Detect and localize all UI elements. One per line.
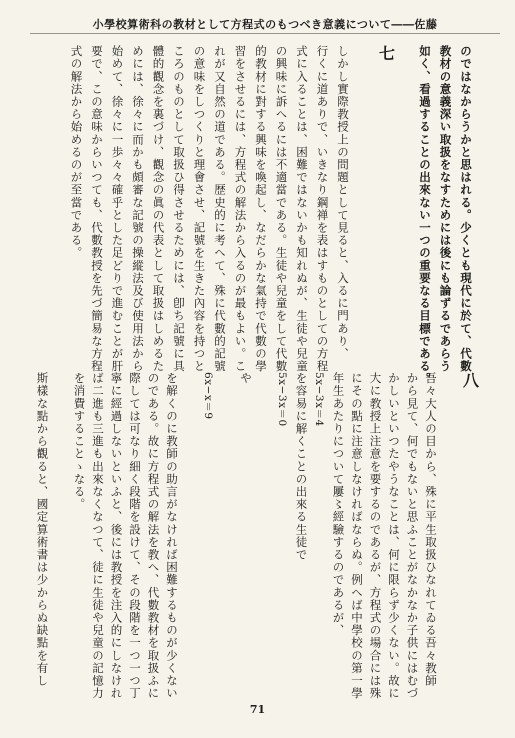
text-column: 際しては可なり細く段階を設けて、その段階を一つ一つ丁 bbox=[128, 372, 142, 700]
text-column: 體的觀念を裏づけ、觀念の眞の代表として取扱はしめるた bbox=[151, 45, 166, 373]
text-column: を消費することゝなる。 bbox=[72, 372, 87, 511]
text-column: 年生あたりについて屢〻經驗するのであるが、 bbox=[331, 372, 346, 637]
text-column: 要で、この意味からいつても、代數教授を先づ簡易な方程 bbox=[90, 45, 104, 373]
text-column: ば二進も三進も出來なくなつて、徒に生徒や兒童の記憶力 bbox=[91, 372, 105, 700]
text-column: 教材の意義深い取扱をなすためには後にも論ずるであらう bbox=[438, 45, 453, 373]
text-column: めには、徐々に而かも頗審な記號の操縱法及び使用法から bbox=[131, 45, 145, 373]
text-column: のではなからうかと思はれる。少くとも現代に於て、代數 bbox=[459, 45, 473, 373]
text-column: かしいといつたやうなことは、何に限らず少くない。故に bbox=[387, 372, 401, 700]
text-column: れが又自然の道である。歴史的に考へて、殊に代數的記號 bbox=[213, 45, 227, 373]
text-column: 寧に經過しないといふと、後には教授を注入的にしなけれ bbox=[109, 372, 124, 700]
text-column: ころのものとして取扱ひ得させるためには、卽ち記號に具 bbox=[172, 45, 186, 373]
text-column: や bbox=[239, 372, 253, 385]
text-column: 始めて、徐々に一歩々々確乎とした足どりで進むことが肝 bbox=[110, 45, 125, 373]
text-column: を解くのに教師の助言がなければ困難するものが少くない bbox=[165, 372, 179, 700]
text-column: 大に教授上注意を要するのであるが、方程式の場合には殊 bbox=[368, 372, 383, 700]
text-column: 的教材に對する興味を喚起し、なだらかな氣持で代數の學 bbox=[254, 45, 268, 373]
text-column: 吾々大人の目から、殊に平生取扱ひなれてゐる吾々教師 bbox=[424, 372, 438, 687]
text-column: 5x−3x＝0 bbox=[276, 372, 288, 427]
page-number: 71 bbox=[249, 703, 266, 716]
text-column: 如く、看過することの出來ない一つの重要なる目標である。 bbox=[418, 45, 432, 386]
text-column: 斯樣な點から觀ると、國定算術書は少からぬ缺點を有し bbox=[35, 372, 50, 687]
header-rule bbox=[30, 33, 500, 34]
text-column: 式の解法から始めるのが至當である。 bbox=[69, 45, 84, 260]
lower-text-block bbox=[30, 372, 485, 700]
text-column: 式に入ることは、困難ではないかも知れぬが、生徒や兒童 bbox=[295, 45, 309, 373]
text-column: の興味に訴へるには不適當である。生徒や兒童をして代數 bbox=[274, 45, 289, 373]
text-column: にその點に注意しなければならぬ。例へば中學校の第一學 bbox=[350, 372, 364, 700]
text-column: の意味をしつくりと理會させ、記號を生きた內容を持つと bbox=[192, 45, 207, 373]
section-heading: 八 bbox=[460, 372, 480, 390]
text-column: 行くに道ありで、いきなり鋼禅を表はすものとしての方程 bbox=[315, 45, 330, 373]
text-column: を容易に解くことの出來る生徒で bbox=[294, 372, 309, 561]
text-column: 5x−3x＝4 bbox=[313, 372, 325, 427]
text-column: 習をさせるには、方程式の解法から入るのが最もよい。こ bbox=[233, 45, 248, 373]
running-head: 小學校算術科の教材として方程式のもつべき意義について――佐藤 bbox=[92, 18, 438, 31]
text-column: のである。故に方程式の解法を教へ、代數教材を取扱ふに bbox=[146, 372, 161, 700]
text-column: から見て、何でもないと思ふことがなかなか子供にはむづ bbox=[405, 372, 420, 700]
section-heading: 七 bbox=[376, 45, 396, 63]
text-column: しかし實際教授上の問題として見ると、入るに門あり、 bbox=[336, 45, 350, 360]
upper-text-block bbox=[30, 45, 485, 386]
text-column: 6x−x＝9 bbox=[202, 372, 214, 420]
